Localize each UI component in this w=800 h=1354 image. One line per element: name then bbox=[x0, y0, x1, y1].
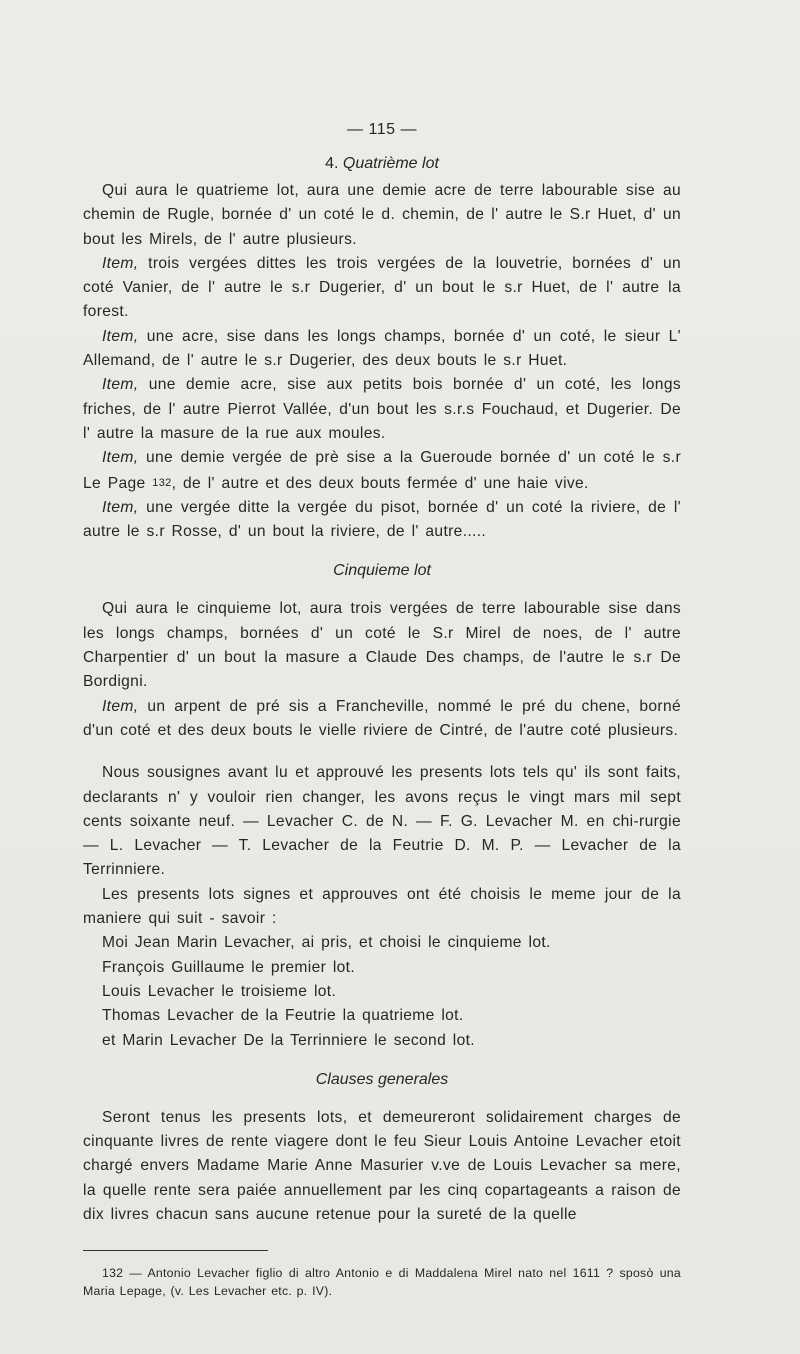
spacer bbox=[83, 743, 681, 761]
paragraph-text: une acre, sise dans les longs champs, bornée d' un coté, le sieur L' Allemand, de l' autre le s.r Dugerier, des deux bouts le s.r Huet. bbox=[83, 327, 681, 370]
choice-line: et Marin Levacher De la Terrinniere le second lot. bbox=[102, 1031, 475, 1049]
paragraph bbox=[83, 597, 681, 694]
item-lead: Item, bbox=[102, 327, 139, 345]
section-heading-lot4 bbox=[83, 152, 681, 176]
paragraph-text: une demie acre, sise aux petits bois bornée d' un coté, les longs friches, de l' autre Pierrot Vallée, d'un bout les s.r.s Fouchaud, et Dugerier. De l' autre la masure de la rue aux moules. bbox=[83, 376, 681, 442]
lot5-body bbox=[83, 597, 681, 743]
page-content bbox=[83, 121, 681, 1300]
item-lead: Item, bbox=[102, 254, 139, 272]
section-title: Quatrième lot bbox=[342, 155, 439, 172]
paragraph bbox=[83, 373, 681, 446]
paragraph bbox=[83, 446, 681, 496]
choice-line: Thomas Levacher de la Feutrie la quatrieme lot. bbox=[102, 1007, 464, 1025]
section-number: 4. bbox=[325, 155, 339, 172]
item-lead: Item, bbox=[102, 498, 139, 516]
clauses-text: Seront tenus les presents lots, et demeureront solidairement charges de cinquante livres de rente viagere dont le feu Sieur Louis Antoine Levacher etoit chargé envers Madame Marie Anne Masurier v.ve de Louis Levacher sa mere, la quelle rente sera paiée annuellement par les cinq copartageants a raison de dix livres chacun sans aucune retenue pour la sureté de la quelle bbox=[83, 1108, 681, 1223]
footnote-ref: 132 bbox=[152, 476, 172, 489]
item-lead: Item, bbox=[102, 376, 139, 394]
paragraph-text: trois vergées dittes les trois vergées de la louvetrie, bornées d' un coté Vanier, de l' autre le s.r Dugerier, d' un bout le s.r Huet, de l' autre la forest. bbox=[83, 254, 681, 321]
paragraph-text-after: , de l' autre et des deux bouts fermée d' une haie vive. bbox=[171, 474, 589, 492]
lot4-body bbox=[83, 179, 681, 544]
paragraph-text: Qui aura le cinquieme lot, aura trois vergées de terre labourable sise dans les longs champs, bornées d' un coté le S.r Mirel de noes, de l' autre Charpentier d' un bout la masure a Claude Des champs, de l'autre le s.r De Bordigni. bbox=[83, 600, 681, 691]
item-lead: Item, bbox=[102, 697, 139, 715]
choice-line: Louis Levacher le troisieme lot. bbox=[102, 982, 337, 1000]
choice-line: Moi Jean Marin Levacher, ai pris, et choisi le cinquieme lot. bbox=[102, 934, 551, 952]
section-heading-lot5: Cinquieme lot bbox=[333, 562, 431, 580]
paragraph bbox=[83, 695, 681, 744]
choice-intro: Les presents lots signes et approuves ont été choisis le meme jour de la maniere qui suit - savoir : bbox=[83, 885, 681, 928]
paragraph bbox=[83, 325, 681, 374]
section-heading-clauses: Clauses generales bbox=[315, 1070, 449, 1088]
page-number: — 115 — bbox=[347, 121, 417, 138]
footnote: 132 — Antonio Levacher figlio di altro Antonio e di Maddalena Mirel nato nel 1611 ? sposò una Maria Lepage, (v. Les Levacher etc. p. IV). bbox=[83, 1266, 681, 1299]
footnote-rule bbox=[83, 1250, 268, 1251]
paragraph bbox=[83, 179, 681, 252]
paragraph-text: Qui aura le quatrieme lot, aura une demie acre de terre labourable sise au chemin de Rugle, bornée d' un coté le d. chemin, de l' autre le S.r Huet, d' un bout les Mirels, de l' autre plusieurs. bbox=[83, 182, 681, 248]
paragraph-text: une vergée ditte la vergée du pisot, bornée d' un coté la riviere, de l' autre le s.r Rosse, d' un bout la riviere, de l' autre..... bbox=[83, 498, 681, 541]
paragraph bbox=[83, 252, 681, 325]
choices-list bbox=[83, 931, 681, 1052]
paragraph-text: une demie vergée de prè sise a la Gueroude bornée d' un coté le s.r Le Page bbox=[83, 449, 681, 492]
paragraph bbox=[83, 496, 681, 545]
choice-line: François Guillaume le premier lot. bbox=[102, 958, 356, 976]
item-lead: Item, bbox=[102, 449, 139, 467]
paragraph-text: un arpent de pré sis a Francheville, nommé le pré du chene, borné d'un coté et des deux bouts le vielle riviere de Cintré, de l'autre coté plusieurs. bbox=[83, 697, 681, 739]
signatures-declaration: Nous sousignes avant lu et approuvé les presents lots tels qu' ils sont faits, declarants n' y vouloir rien changer, les avons reçus le vingt mars mil sept cents soixante neuf. — Levacher C. de N. — F. G. Levacher M. en chi-rurgie — L. Levacher — T. Levacher de la Feutrie D. M. P. — Levacher de la Terrinniere. bbox=[83, 764, 681, 879]
